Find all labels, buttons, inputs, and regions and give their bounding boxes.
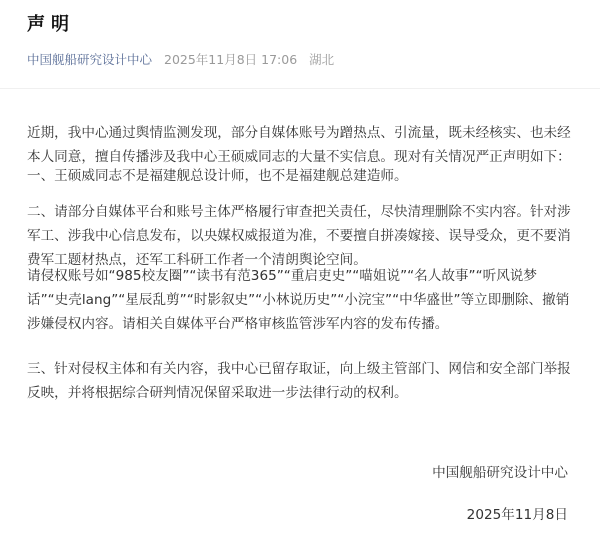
paragraph-point-three: 三、针对侵权主体和有关内容，我中心已留存取证，向上级主管部门、网信和安全部门举报反映，并将根据综合研判情况保留采取进一步法律行动的权利。: [27, 361, 571, 401]
paragraph-point-two: 二、请部分自媒体平台和账号主体严格履行审查把关责任，尽快清理删除不实内容。针对涉军工、涉我中心信息发布，以央媒权威报道为准，不要擅自拼凑嫁接、误导受众，更不要消费军工题材热点，还军工科研工作者一个清朗舆论空间。: [27, 204, 571, 268]
signature-organization: 中国舰船研究设计中心: [432, 465, 568, 481]
signature-date: 2025年11月8日: [466, 507, 568, 523]
paragraph-point-one: 一、王硕威同志不是福建舰总设计师，也不是福建舰总建造师。: [27, 168, 408, 184]
paragraph-accounts-list: 请侵权账号如“985校友圈”“读书有范365”“重启吏史”“喵姐说”“名人故事”“听风说梦话”“史壳lang”“星辰乱剪”“时影叙史”“小林说历史”“小浣宝”“中华盛世”等立即删除、撤销涉嫌侵权内容。请相关自媒体平台严格审核监管涉军内容的发布传播。: [27, 268, 570, 332]
publish-time: 2025年11月8日 17:06: [164, 52, 298, 67]
article-meta: [27, 50, 334, 68]
header-divider: [0, 88, 600, 89]
article-title: 声明: [27, 14, 75, 35]
paragraph-intro: 近期，我中心通过舆情监测发现，部分自媒体账号为蹭热点、引流量，既未经核实、也未经本人同意，擅自传播涉及我中心王硕威同志的大量不实信息。现对有关情况严正声明如下：: [27, 125, 571, 165]
account-name-link[interactable]: 中国舰船研究设计中心: [27, 52, 153, 67]
publish-location: 湖北: [309, 52, 335, 67]
